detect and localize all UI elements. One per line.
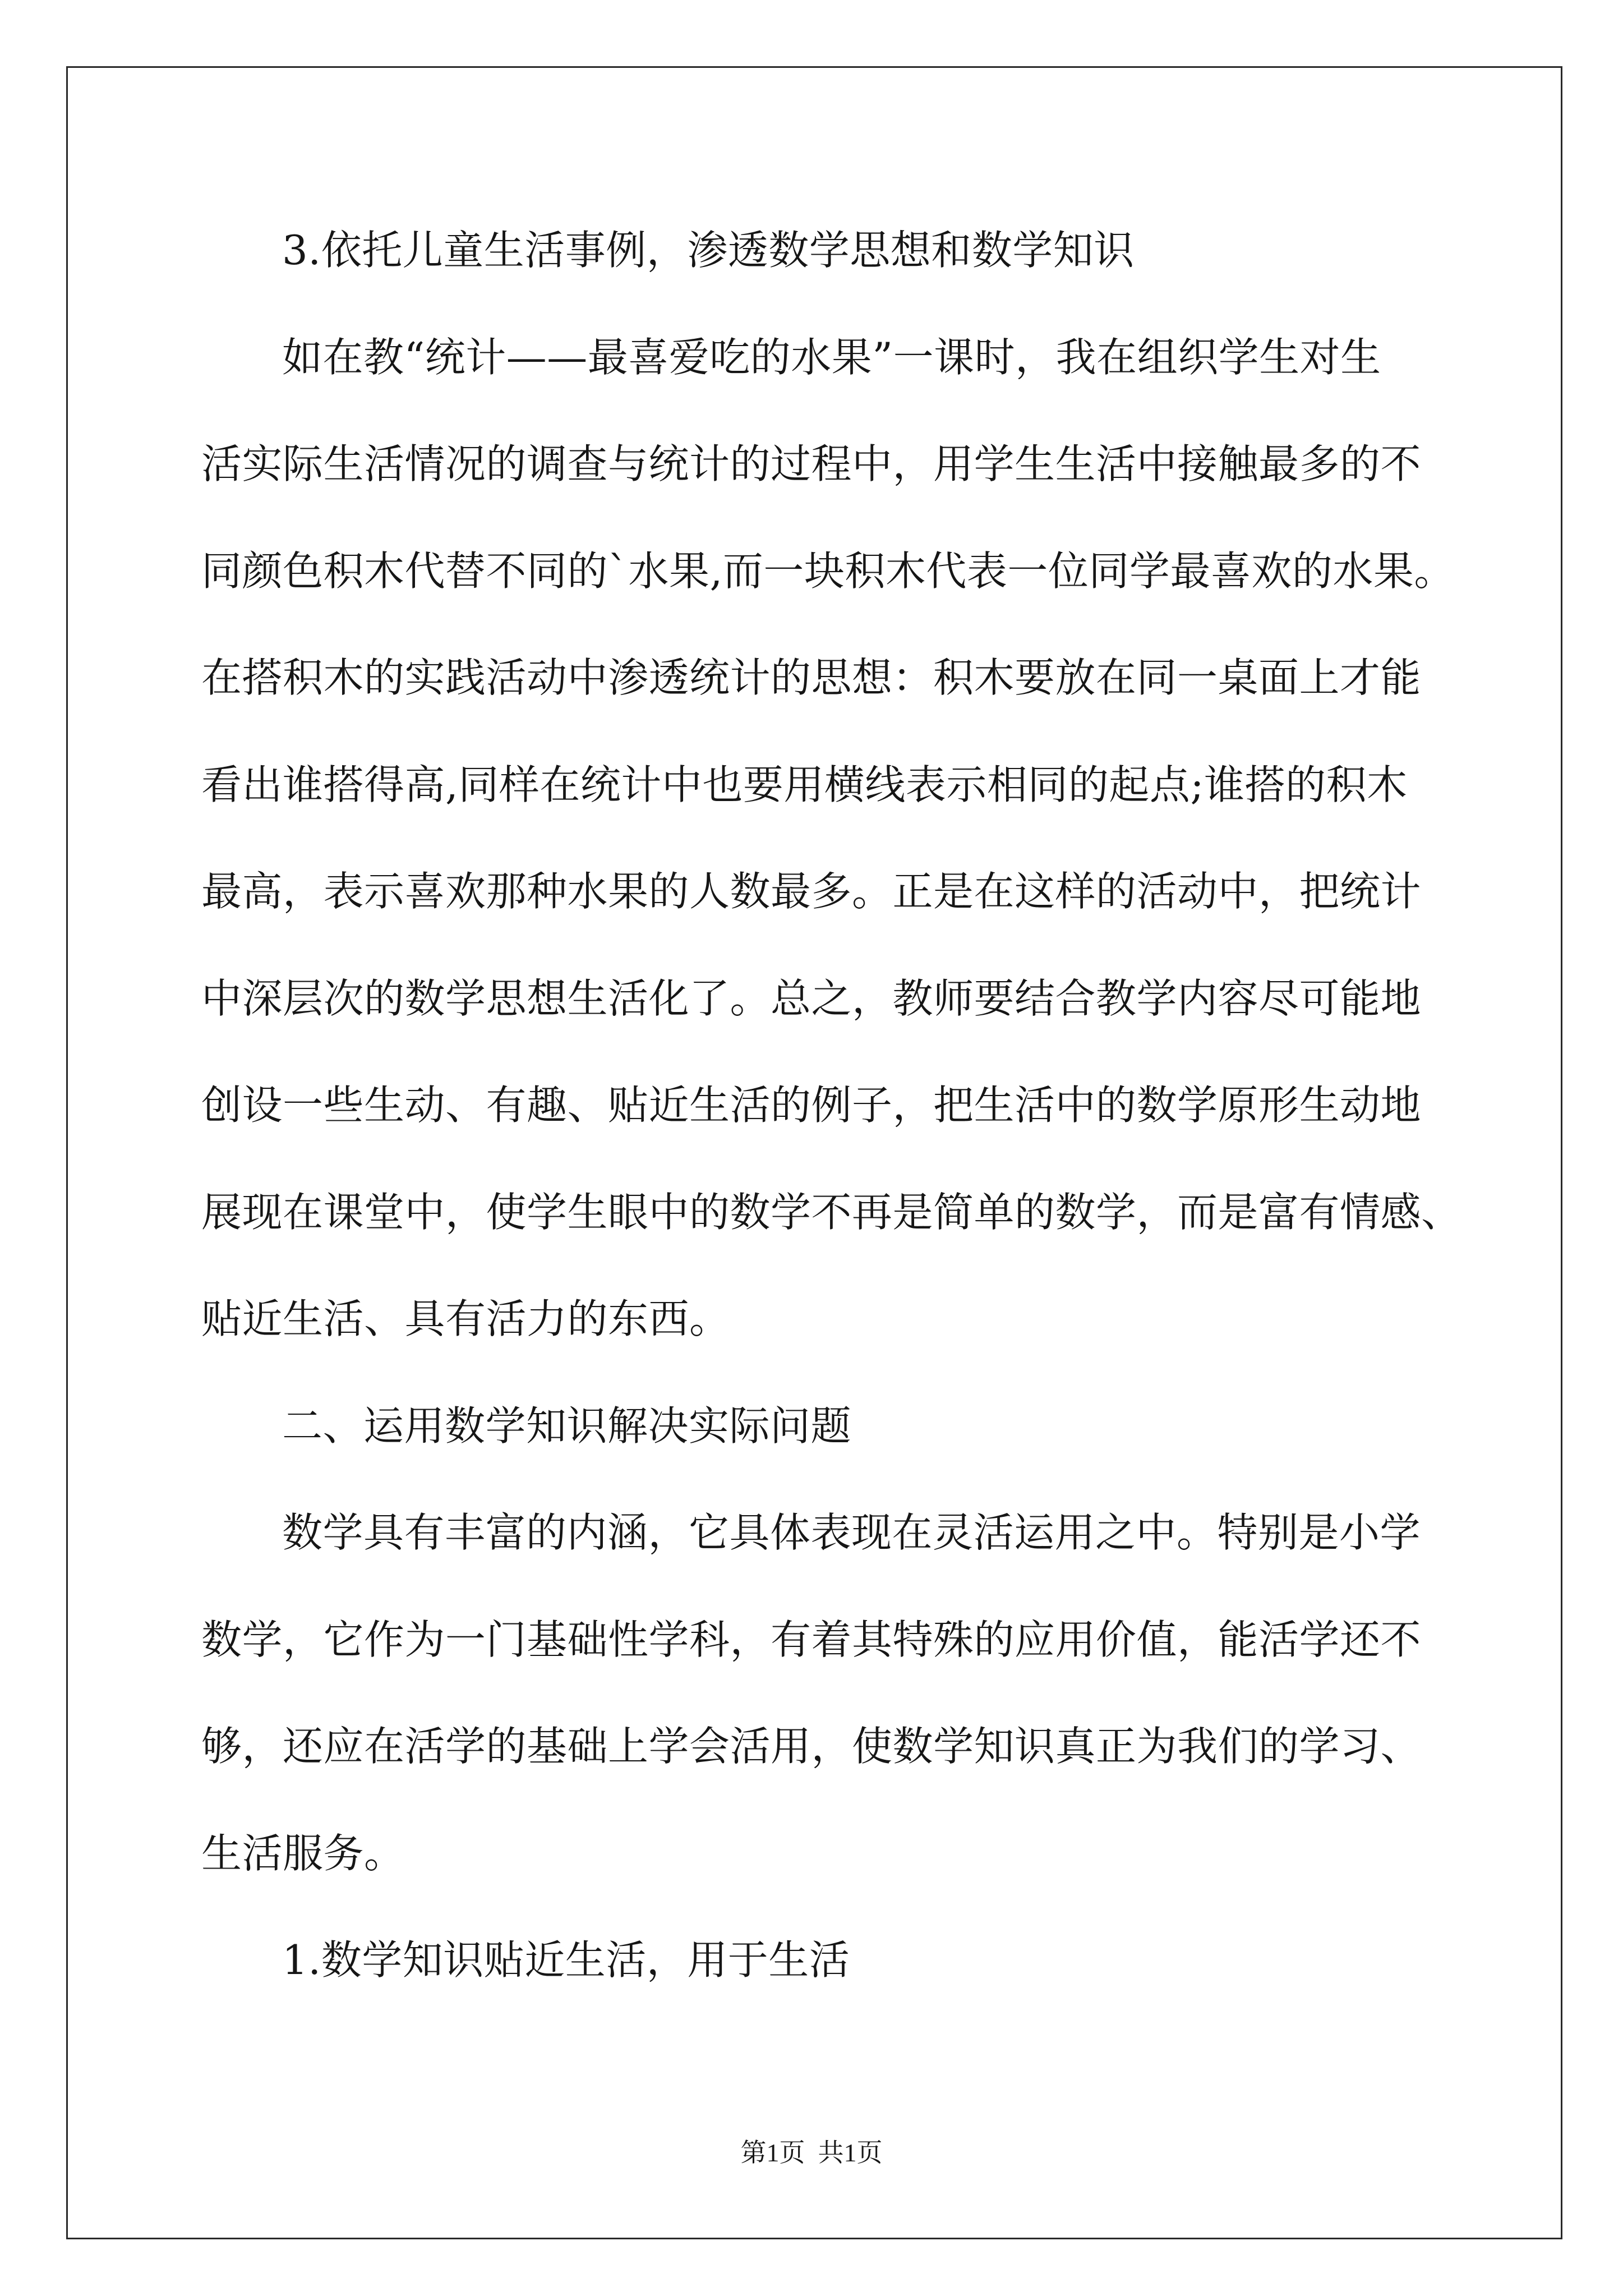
text-line: 最高，表示喜欢那种水果的人数最多。正是在这样的活动中，把统计 xyxy=(201,868,1422,915)
section-heading-3 xyxy=(201,197,1491,304)
text-line: 在搭积木的实践活动中渗透统计的思想：积木要放在同一桌面上才能 xyxy=(201,654,1422,701)
section-heading-1 xyxy=(201,1907,1491,2014)
text-line: 够，还应在活学的基础上学会活用，使数学知识真正为我们的学习、 xyxy=(201,1723,1422,1770)
paragraph-statistics-example xyxy=(201,304,1491,1373)
document-body xyxy=(201,197,1491,2014)
text-line: 中深层次的数学思想生活化了。总之，教师要结合教学内容尽可能地 xyxy=(201,974,1422,1022)
text-line: 3.依托儿童生活事例，渗透数学思想和数学知识 xyxy=(282,227,1135,274)
text-line: 展现在课堂中，使学生眼中的数学不再是简单的数学，而是富有情感、 xyxy=(201,1188,1462,1236)
text-line: 数学具有丰富的内涵，它具体表现在灵活运用之中。特别是小学 xyxy=(282,1509,1421,1556)
text-line: 如在教“统计——最喜爱吃的水果”一课时，我在组织学生对生 xyxy=(282,333,1381,381)
text-line: 同颜色积木代替不同的`水果,而一块积木代表一位同学最喜欢的水果。 xyxy=(201,547,1455,595)
page-number-footer: 第1页 共1页 xyxy=(740,2138,883,2167)
text-line: 贴近生活、具有活力的东西。 xyxy=(201,1295,730,1342)
text-line: 看出谁搭得高,同样在统计中也要用横线表示相同的起点;谁搭的积木 xyxy=(201,761,1408,808)
text-line: 生活服务。 xyxy=(201,1829,405,1877)
text-line: 二、运用数学知识解决实际问题 xyxy=(282,1402,852,1450)
text-line: 活实际生活情况的调查与统计的过程中，用学生生活中接触最多的不 xyxy=(201,440,1422,487)
section-heading-2 xyxy=(201,1373,1491,1480)
text-line: 创设一些生动、有趣、贴近生活的例子，把生活中的数学原形生动地 xyxy=(201,1082,1422,1129)
text-line: 1.数学知识贴近生活，用于生活 xyxy=(282,1936,850,1984)
text-line: 数学，它作为一门基础性学科，有着其特殊的应用价值，能活学还不 xyxy=(201,1616,1422,1663)
paragraph-applied-math xyxy=(201,1479,1491,1907)
